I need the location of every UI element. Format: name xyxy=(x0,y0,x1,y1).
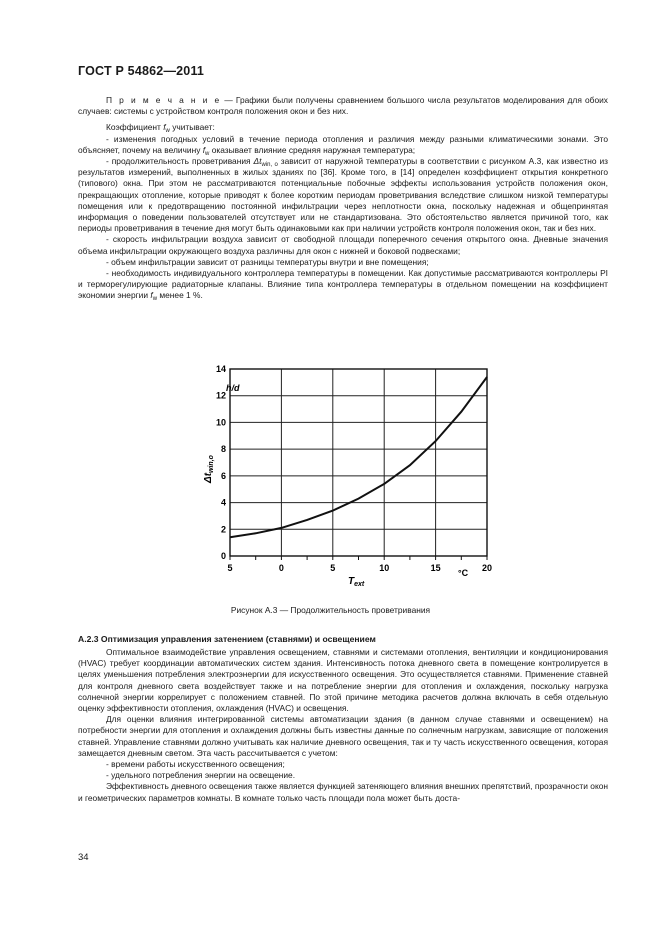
y-tick-label: 6 xyxy=(220,470,226,481)
ventilation-duration-chart xyxy=(190,358,510,588)
fw-symbol: f xyxy=(163,122,166,133)
x-tick-label: 0 xyxy=(278,563,284,573)
list-item: - продолжительность проветривания $\Delta t_{win, o}$ зависит от наружной температуры в соответствии с рисунком А.3, как известно из результатов измерений, выполненных в жилых зданиях по [36]. Кроме того, в [14] определен коэффициент открытия конкретного (типового) окна. При этом не рассматриваются потенциальные побочные эффекты использования устройств положения окон, прекращающих отопление, которые приводят к более коротким периодам проветривания вследствие слишком низкой температуры помещения или к предотвращению постоянной инфильтрации через неплотности окна, поскольку надежная и общепринятая информация о поведении пользователей отсутствует или не стандартизована. Это обстоятельство является причиной того, как периоды проветривания в течение дня могут быть одинаковыми как при наличии устройств контроля положения окон, так и без них. xyxy=(78,156,608,234)
list-item: - скорость инфильтрации воздуха зависит от свободной площади поперечного сечения открытого окна. Дневные значения объема инфильтрации окружающего воздуха различны для окон с нижней и боковой подвесками; xyxy=(78,234,608,256)
section-body xyxy=(78,647,608,804)
section-heading: А.2.3 Оптимизация управления затенением (ставнями) и освещением xyxy=(78,634,376,644)
x-tick-label: 5 xyxy=(227,563,233,573)
figure-caption: Рисунок А.3 — Продолжительность проветривания xyxy=(230,605,431,615)
y-tick-label: 10 xyxy=(215,417,226,428)
dt-symbol: Δt xyxy=(253,156,262,167)
y-tick-label: 2 xyxy=(220,524,226,535)
note-paragraph xyxy=(78,95,608,117)
y-tick-label: 8 xyxy=(220,444,226,455)
x-tick-label: 10 xyxy=(379,563,390,573)
x-tick-label: 15 xyxy=(430,563,441,573)
y-tick-label: 12 xyxy=(215,390,226,401)
note-block xyxy=(78,95,608,302)
paragraph: Оптимальное взаимодействие управления освещением, ставнями и системами отопления, вентиляции и кондиционирования (HVAC) требует координации автоматических систем здания. Интенсивность потока дневного света в помещение контролируется в целях уменьшения потребления электроэнергии для искусственного освещения. Это осуществляется ставнями. Применение ставней для контроля дневного света воздействует также и на потребление энергии для отопления и охлаждения, поскольку нагрузка солнечной энергии коррелирует с положением ставней. По этой причине методика расчетов должна включать в себя отдельную оценку эффективности отопления, охлаждения (HVAC) и освещения. xyxy=(78,647,608,714)
fw-symbol: f xyxy=(150,290,153,301)
x-tick-labels xyxy=(227,563,492,573)
paragraph: Эффективность дневного освещения также является функцией затеняющего влияния внешних препятствий, прозрачности окон и геометрических параметров комнаты. В комнате только часть площади пола может быть доста- xyxy=(78,781,608,803)
list-item: - изменения погодных условий в течение периода отопления и различия между разными климатическими зонами. Это объясняет, почему на величину $f_w$ оказывает влияние средняя наружная температура; xyxy=(78,133,608,157)
fw-symbol: f xyxy=(202,144,206,155)
list-item: - удельного потребления энергии на освещение. xyxy=(106,770,296,781)
coefficient-intro: Коэффициент $f_w$ учитывает: xyxy=(106,122,215,135)
chart-frame xyxy=(230,369,487,556)
note-text: — Графики были получены сравнением большого числа результатов моделирования для обоих случаев: системы с устройством контроля положения окон и без них. xyxy=(78,95,608,117)
list-item: - времени работы искусственного освещения; xyxy=(106,759,285,770)
note-label: П р и м е ч а н и е xyxy=(106,95,222,105)
y-axis-label: $\Delta t_{win,o}$ xyxy=(203,455,215,483)
x-axis-label: $T_{ext}$ xyxy=(348,576,365,588)
chart-series-line xyxy=(230,377,487,537)
list-item: - объем инфильтрации зависит от разницы температуры внутри и вне помещения; xyxy=(106,256,429,267)
page-number: 34 xyxy=(78,852,89,863)
x-tick-label: 5 xyxy=(330,563,336,573)
y-tick-labels xyxy=(216,364,226,561)
x-tick-label: 20 xyxy=(481,563,493,573)
y-tick-label: 0 xyxy=(220,551,226,561)
y-tick-label: 14 xyxy=(215,364,226,374)
y-unit-label: h/d xyxy=(226,383,240,393)
list-item: - необходимость индивидуального контроллера температуры в помещении. Как допустимые рассматриваются контроллеры PI и терморегулирующие радиаторные клапаны. Влияние типа контроллера температуры в отдельном помещении на коэффициент экономии энергии $f_w$ менее 1 %. xyxy=(78,268,608,303)
y-tick-label: 4 xyxy=(220,497,226,508)
paragraph: Для оценки влияния интегрированной системы автоматизации здания (в данном случае ставнями и освещением) на потребности энергии для отопления и охлаждения должны быть известны данные по солнечным нагрузкам, зависящие от положения ставней. Управление ставнями должно учитывать как наличие дневного освещения, так и ту часть искусственного освещения, которая замещается дневным светом. Эта часть рассчитывается с учетом: xyxy=(78,714,608,758)
document-header: ГОСТ Р 54862—2011 xyxy=(78,64,205,78)
x-unit-label: °C xyxy=(458,568,469,578)
